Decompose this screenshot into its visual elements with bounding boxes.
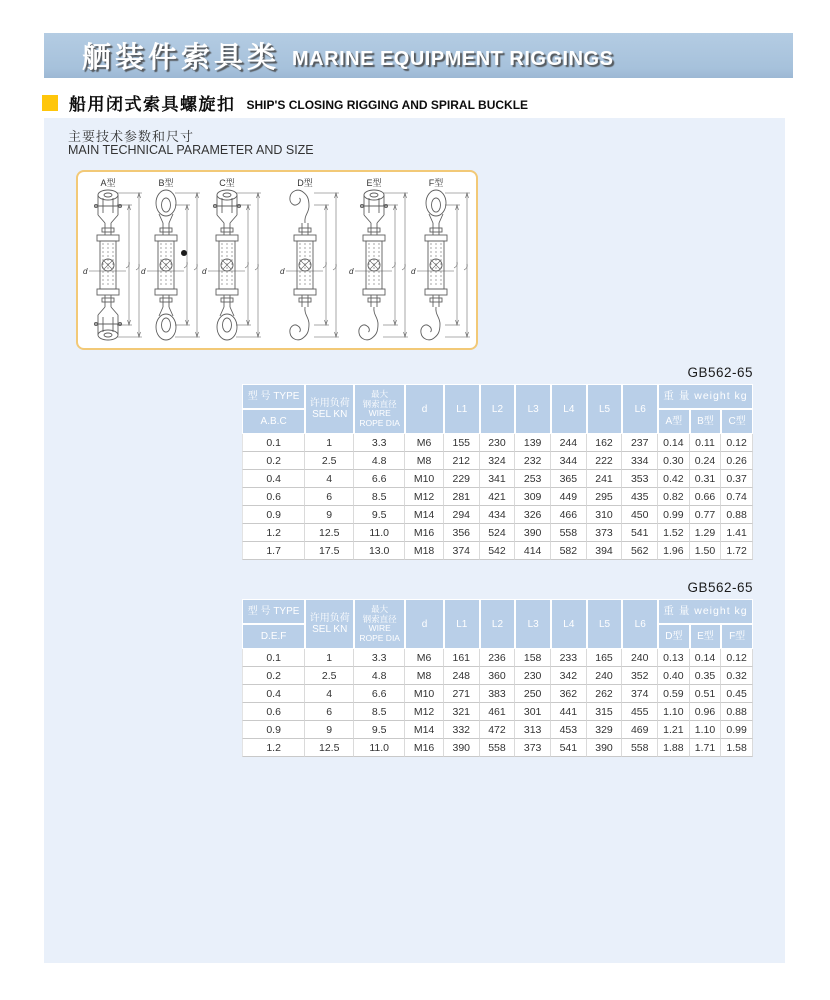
table-cell: 558 [551,524,587,542]
table-cell: 0.6 [242,703,305,721]
col-header-load: 许用负荷 SEL KN [305,384,354,434]
table-cell: 394 [587,542,623,560]
table-cell: 315 [587,703,623,721]
data-table [242,599,753,757]
table-cell: 229 [444,470,480,488]
table-cell: 455 [622,703,658,721]
table-cell: 334 [622,452,658,470]
table-cell: 12.5 [305,739,354,757]
table-cell: 449 [551,488,587,506]
table-row [242,506,753,524]
table-row [242,524,753,542]
table-cell: 0.32 [721,667,753,685]
table-cell: 271 [444,685,480,703]
col-header-weight: F型 [721,624,753,649]
table-cell: 469 [622,721,658,739]
table-cell: 542 [480,542,516,560]
col-header-dim: L1 [444,599,480,649]
table-cell: 1.7 [242,542,305,560]
table-cell: 0.1 [242,434,305,452]
turnbuckle-drawing [279,177,341,347]
table-cell: 236 [480,649,516,667]
table-row [242,488,753,506]
table-cell: 0.96 [690,703,722,721]
table-cell: 0.51 [690,685,722,703]
table-cell: 356 [444,524,480,542]
table-row [242,434,753,452]
table-cell: 1.2 [242,739,305,757]
col-header-load: 许用负荷 SEL KN [305,599,354,649]
table-cell: 222 [587,452,623,470]
table-cell: 329 [587,721,623,739]
table-cell: 12.5 [305,524,354,542]
table-cell: 0.24 [690,452,722,470]
table-cell: 17.5 [305,542,354,560]
table-cell: 1.72 [721,542,753,560]
figure-type-6 [410,177,472,347]
table-cell: 250 [515,685,551,703]
col-header-dim: L5 [587,384,623,434]
table-cell: M16 [405,524,444,542]
table-cell: 434 [480,506,516,524]
content-panel [44,118,785,963]
table-cell: 301 [515,703,551,721]
table-cell: 0.11 [690,434,722,452]
table-cell: 1 [305,434,354,452]
table-row [242,739,753,757]
table-cell: 1.10 [658,703,690,721]
table-cell: M14 [405,506,444,524]
yellow-bullet-square [42,95,58,111]
table-cell: 294 [444,506,480,524]
table-cell: 11.0 [354,524,405,542]
table-cell: 461 [480,703,516,721]
table-cell: 524 [480,524,516,542]
table-cell: 414 [515,542,551,560]
table-cell: 360 [480,667,516,685]
svg-text:C型: C型 [219,178,235,188]
svg-text:E型: E型 [366,178,382,188]
svg-text:d: d [411,267,416,276]
table-cell: M6 [405,434,444,452]
table-cell: M8 [405,667,444,685]
table-cell: M12 [405,488,444,506]
table-cell: 3.3 [354,434,405,452]
table-cell: 248 [444,667,480,685]
table-cell: 450 [622,506,658,524]
table-cell: 1.58 [721,739,753,757]
turnbuckle-drawing [82,177,144,347]
table-cell: 161 [444,649,480,667]
table-cell: 281 [444,488,480,506]
col-header-dim: L3 [515,384,551,434]
svg-text:B型: B型 [158,178,174,188]
table-cell: 244 [551,434,587,452]
col-header-dim: d [405,384,444,434]
table-cell: 0.2 [242,452,305,470]
table-cell: 1.52 [658,524,690,542]
table-cell: 0.12 [721,649,753,667]
svg-text:A型: A型 [100,178,116,188]
svg-text:F型: F型 [428,178,444,188]
table-cell: 441 [551,703,587,721]
table-cell: 365 [551,470,587,488]
table-cell: 0.2 [242,667,305,685]
table-cell: M14 [405,721,444,739]
table-cell: 0.88 [721,703,753,721]
col-header-weight: B型 [690,409,722,434]
subsection-title-english: MAIN TECHNICAL PARAMETER AND SIZE [68,143,314,157]
table-cell: 390 [444,739,480,757]
table-cell: 1.41 [721,524,753,542]
table-cell: 0.77 [690,506,722,524]
table-cell: 582 [551,542,587,560]
table-cell: 6 [305,703,354,721]
table-cell: 0.59 [658,685,690,703]
table-cell: 421 [480,488,516,506]
table-cell: 0.4 [242,470,305,488]
parameter-table-abc [242,384,753,560]
table-cell: 0.30 [658,452,690,470]
standard-label: GB562-65 [687,580,753,595]
col-header-dim: L2 [480,599,516,649]
table-cell: 0.31 [690,470,722,488]
col-header-type: 型 号 TYPE [242,599,305,624]
table-row [242,542,753,560]
col-header-wire-dia: 最大 钢索直径 WIRE ROPE DIA [354,599,405,649]
table-cell: 1.21 [658,721,690,739]
table-cell: 1.96 [658,542,690,560]
table-cell: 240 [622,649,658,667]
col-header-weight: D型 [658,624,690,649]
table-cell: 341 [480,470,516,488]
table-cell: M6 [405,649,444,667]
table-cell: 4.8 [354,452,405,470]
table-cell: 374 [622,685,658,703]
table-cell: 0.4 [242,685,305,703]
table-cell: M18 [405,542,444,560]
table-cell: 0.14 [658,434,690,452]
table-cell: 344 [551,452,587,470]
table-cell: 466 [551,506,587,524]
table-cell: 0.99 [658,506,690,524]
table-cell: 453 [551,721,587,739]
table-cell: 295 [587,488,623,506]
col-header-type: 型 号 TYPE [242,384,305,409]
table-cell: 11.0 [354,739,405,757]
page-title-chinese: 舾装件索具类 [82,42,281,74]
col-header-dim: L3 [515,599,551,649]
table-cell: 2.5 [305,667,354,685]
table-cell: 0.66 [690,488,722,506]
header-row-1 [242,384,753,409]
table-cell: 435 [622,488,658,506]
table-cell: 165 [587,649,623,667]
table-cell: 1.71 [690,739,722,757]
parameter-table-def [242,599,753,757]
col-header-type-sub: A.B.C [242,409,305,434]
col-header-dim: L2 [480,384,516,434]
table-cell: 8.5 [354,488,405,506]
table-cell: 310 [587,506,623,524]
table-cell: M10 [405,470,444,488]
table-cell: 0.9 [242,506,305,524]
header-row-1 [242,599,753,624]
table-cell: 326 [515,506,551,524]
table-cell: 362 [551,685,587,703]
subsection-title-chinese: 主要技术参数和尺寸 [68,129,195,144]
svg-text:d: d [202,267,207,276]
table-cell: 541 [551,739,587,757]
col-header-dim: L1 [444,384,480,434]
table-cell: 9.5 [354,721,405,739]
table-cell: 1 [305,649,354,667]
svg-text:d: d [141,267,146,276]
data-table [242,384,753,560]
table-cell: 0.35 [690,667,722,685]
table-cell: 253 [515,470,551,488]
table-cell: 1.88 [658,739,690,757]
table-cell: 237 [622,434,658,452]
svg-text:D型: D型 [297,178,313,188]
table-cell: M12 [405,703,444,721]
table-cell: 309 [515,488,551,506]
col-header-weight: C型 [721,409,753,434]
table-cell: 0.13 [658,649,690,667]
technical-diagram-box [76,170,478,350]
table-cell: 162 [587,434,623,452]
table-cell: 262 [587,685,623,703]
col-header-weight-group: 重 量 weight kg [658,384,753,409]
turnbuckle-drawing [348,177,410,347]
col-header-weight-group: 重 量 weight kg [658,599,753,624]
table-cell: 0.82 [658,488,690,506]
section-title-english: SHIP'S CLOSING RIGGING AND SPIRAL BUCKLE [246,97,529,112]
table-cell: 0.45 [721,685,753,703]
table-cell: 241 [587,470,623,488]
table-cell: 541 [622,524,658,542]
section-title-chinese: 船用闭式索具螺旋扣 [69,95,236,114]
table-row [242,703,753,721]
table-row [242,667,753,685]
table-cell: 562 [622,542,658,560]
figure-type-1 [82,177,144,347]
table-cell: 1.29 [690,524,722,542]
table-cell: 158 [515,649,551,667]
page-title-english: MARINE EQUIPMENT RIGGINGS [292,48,614,70]
table-row [242,649,753,667]
table-row [242,685,753,703]
table-cell: 155 [444,434,480,452]
table-cell: 342 [551,667,587,685]
table-cell: 4.8 [354,667,405,685]
col-header-dim: L6 [622,599,658,649]
svg-text:d: d [280,267,285,276]
table-cell: 390 [587,739,623,757]
table-cell: M10 [405,685,444,703]
table-cell: 6 [305,488,354,506]
table-cell: 1.10 [690,721,722,739]
table-cell: 390 [515,524,551,542]
table-cell: 0.37 [721,470,753,488]
table-cell: 3.3 [354,649,405,667]
table-cell: 352 [622,667,658,685]
table-cell: 1.2 [242,524,305,542]
table-cell: 1.50 [690,542,722,560]
table-cell: 0.42 [658,470,690,488]
section-heading [42,90,528,115]
table-cell: 0.88 [721,506,753,524]
table-cell: 232 [515,452,551,470]
table-cell: 4 [305,470,354,488]
table-cell: 321 [444,703,480,721]
table-cell: 472 [480,721,516,739]
page-header-bar [44,33,793,78]
col-header-type-sub: D.E.F [242,624,305,649]
svg-text:d: d [83,267,88,276]
table-cell: 0.9 [242,721,305,739]
table-cell: 6.6 [354,685,405,703]
table-row [242,452,753,470]
table-cell: 13.0 [354,542,405,560]
col-header-dim: d [405,599,444,649]
table-cell: 9.5 [354,506,405,524]
table-cell: 8.5 [354,703,405,721]
table-cell: 233 [551,649,587,667]
col-header-dim: L4 [551,599,587,649]
table-cell: 0.12 [721,434,753,452]
table-cell: 374 [444,542,480,560]
standard-label: GB562-65 [687,365,753,380]
table-cell: M16 [405,739,444,757]
table-cell: 212 [444,452,480,470]
table-cell: 4 [305,685,354,703]
col-header-dim: L5 [587,599,623,649]
table-cell: 9 [305,721,354,739]
table-cell: 558 [622,739,658,757]
table-cell: 240 [587,667,623,685]
table-cell: 0.74 [721,488,753,506]
table-cell: 558 [480,739,516,757]
turnbuckle-drawing [140,177,202,347]
figure-type-4 [279,177,341,347]
col-header-dim: L4 [551,384,587,434]
turnbuckle-drawing [410,177,472,347]
table-cell: M8 [405,452,444,470]
table-cell: 353 [622,470,658,488]
table-cell: 2.5 [305,452,354,470]
table-cell: 0.99 [721,721,753,739]
table-row [242,470,753,488]
col-header-weight: A型 [658,409,690,434]
table-row [242,721,753,739]
table-cell: 139 [515,434,551,452]
table-cell: 0.40 [658,667,690,685]
table-cell: 0.26 [721,452,753,470]
table-cell: 0.6 [242,488,305,506]
table-cell: 383 [480,685,516,703]
table-cell: 0.1 [242,649,305,667]
figure-type-3 [201,177,263,347]
table-cell: 9 [305,506,354,524]
figure-type-5 [348,177,410,347]
col-header-weight: E型 [690,624,722,649]
table-cell: 313 [515,721,551,739]
col-header-wire-dia: 最大 钢索直径 WIRE ROPE DIA [354,384,405,434]
figure-type-2 [140,177,202,347]
table-cell: 332 [444,721,480,739]
turnbuckle-drawing [201,177,263,347]
table-cell: 6.6 [354,470,405,488]
svg-text:d: d [349,267,354,276]
table-cell: 230 [480,434,516,452]
table-cell: 0.14 [690,649,722,667]
table-cell: 324 [480,452,516,470]
table-cell: 373 [587,524,623,542]
table-cell: 373 [515,739,551,757]
table-cell: 230 [515,667,551,685]
col-header-dim: L6 [622,384,658,434]
